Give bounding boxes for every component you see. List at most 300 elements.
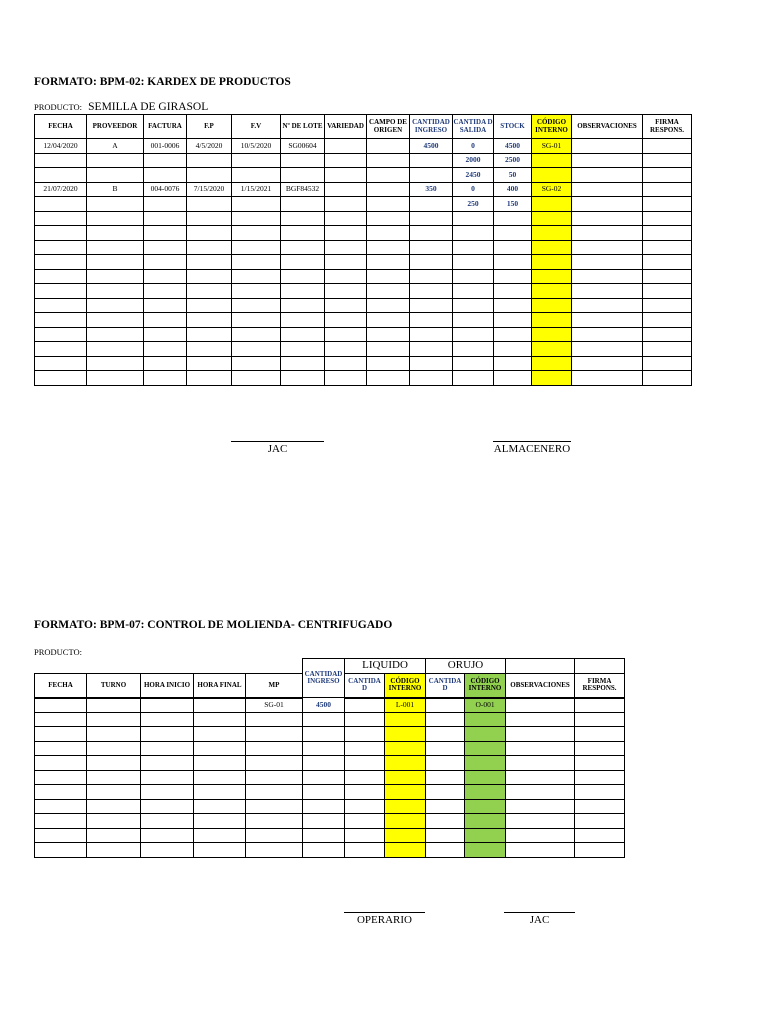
table-row bbox=[35, 284, 692, 299]
table-cell bbox=[35, 727, 87, 742]
table-cell bbox=[575, 770, 625, 785]
table-cell bbox=[232, 371, 281, 386]
table-cell bbox=[453, 342, 494, 357]
table-cell bbox=[303, 712, 345, 727]
table-cell bbox=[87, 240, 144, 255]
table-cell bbox=[232, 298, 281, 313]
table-cell bbox=[87, 356, 144, 371]
table-cell bbox=[35, 756, 87, 771]
table-cell bbox=[643, 327, 692, 342]
table-cell bbox=[325, 240, 367, 255]
table-row bbox=[35, 756, 625, 771]
table-cell bbox=[187, 284, 232, 299]
table-cell bbox=[367, 371, 410, 386]
table-cell bbox=[643, 342, 692, 357]
table-cell bbox=[87, 741, 141, 756]
header-cell: F.V bbox=[232, 115, 281, 139]
table-row bbox=[35, 698, 625, 713]
table-cell bbox=[506, 698, 575, 713]
table-cell bbox=[281, 342, 325, 357]
table-cell bbox=[35, 269, 87, 284]
table-cell bbox=[345, 698, 385, 713]
table-cell bbox=[494, 371, 532, 386]
table-cell bbox=[232, 255, 281, 270]
table-cell bbox=[465, 828, 506, 843]
table-cell bbox=[141, 712, 194, 727]
table-cell bbox=[325, 269, 367, 284]
table-cell bbox=[144, 356, 187, 371]
table-cell bbox=[367, 342, 410, 357]
table-cell bbox=[345, 756, 385, 771]
group-empty bbox=[506, 659, 575, 674]
table-cell bbox=[246, 770, 303, 785]
table-cell bbox=[532, 298, 572, 313]
molienda-table bbox=[34, 658, 625, 858]
table-row bbox=[35, 741, 625, 756]
table-cell bbox=[575, 756, 625, 771]
table-cell bbox=[426, 843, 465, 858]
table-cell bbox=[87, 153, 144, 168]
table-row bbox=[35, 139, 692, 154]
table-cell bbox=[572, 240, 643, 255]
table-cell bbox=[643, 313, 692, 328]
table-cell bbox=[367, 182, 410, 197]
table-cell bbox=[506, 843, 575, 858]
header-cell: FIRMA RESPONS. bbox=[575, 674, 625, 698]
table-row bbox=[35, 814, 625, 829]
table-cell bbox=[144, 269, 187, 284]
table-cell bbox=[246, 828, 303, 843]
kardex-table bbox=[34, 114, 692, 386]
table-cell bbox=[187, 197, 232, 212]
table-cell bbox=[532, 255, 572, 270]
table-cell: B bbox=[87, 182, 144, 197]
kardex-title: FORMATO: BPM-02: KARDEX DE PRODUCTOS bbox=[34, 76, 291, 88]
table-cell bbox=[144, 327, 187, 342]
table-cell bbox=[194, 814, 246, 829]
kardex-signature-almacenero bbox=[493, 441, 571, 455]
kardex-signature-jac bbox=[231, 441, 324, 455]
table-cell bbox=[35, 814, 87, 829]
table-cell bbox=[532, 226, 572, 241]
table-cell bbox=[367, 240, 410, 255]
table-cell bbox=[367, 298, 410, 313]
table-cell bbox=[575, 698, 625, 713]
table-cell bbox=[465, 785, 506, 800]
table-cell bbox=[367, 255, 410, 270]
table-cell bbox=[410, 327, 453, 342]
table-row bbox=[35, 371, 692, 386]
table-cell bbox=[194, 828, 246, 843]
table-cell bbox=[187, 298, 232, 313]
table-cell bbox=[532, 371, 572, 386]
table-cell bbox=[281, 371, 325, 386]
table-cell: 350 bbox=[410, 182, 453, 197]
table-cell bbox=[532, 153, 572, 168]
table-cell bbox=[187, 327, 232, 342]
table-cell bbox=[575, 712, 625, 727]
table-cell bbox=[532, 284, 572, 299]
table-cell bbox=[232, 240, 281, 255]
table-cell bbox=[187, 356, 232, 371]
table-cell bbox=[281, 284, 325, 299]
table-cell bbox=[345, 770, 385, 785]
table-cell bbox=[453, 269, 494, 284]
kardex-product-label bbox=[34, 101, 208, 113]
table-cell bbox=[194, 785, 246, 800]
table-cell bbox=[35, 255, 87, 270]
table-cell: 0 bbox=[453, 182, 494, 197]
table-row bbox=[35, 843, 625, 858]
table-cell bbox=[426, 698, 465, 713]
table-row bbox=[35, 168, 692, 183]
table-cell: 2450 bbox=[453, 168, 494, 183]
table-row bbox=[35, 327, 692, 342]
table-cell bbox=[494, 313, 532, 328]
table-cell bbox=[494, 226, 532, 241]
table-cell bbox=[494, 240, 532, 255]
table-cell bbox=[325, 211, 367, 226]
table-cell bbox=[410, 153, 453, 168]
table-cell bbox=[187, 226, 232, 241]
header-cell: MP bbox=[246, 674, 303, 698]
table-cell: 10/5/2020 bbox=[232, 139, 281, 154]
header-cell: OBSERVACIONES bbox=[506, 674, 575, 698]
header-cell: CÓDIGO INTERNO bbox=[465, 674, 506, 698]
header-cell: CANTIDAD INGRESO bbox=[410, 115, 453, 139]
table-cell bbox=[345, 799, 385, 814]
table-cell bbox=[410, 240, 453, 255]
table-cell bbox=[194, 727, 246, 742]
table-cell bbox=[87, 284, 144, 299]
table-cell bbox=[87, 168, 144, 183]
table-cell bbox=[643, 371, 692, 386]
table-cell bbox=[144, 226, 187, 241]
table-cell bbox=[643, 269, 692, 284]
table-cell: 001-0006 bbox=[144, 139, 187, 154]
table-row bbox=[35, 197, 692, 212]
table-row bbox=[35, 269, 692, 284]
header-cell: F.P bbox=[187, 115, 232, 139]
table-cell bbox=[232, 342, 281, 357]
table-cell bbox=[303, 770, 345, 785]
table-cell bbox=[494, 356, 532, 371]
table-cell bbox=[575, 741, 625, 756]
header-cell: Nº DE LOTE bbox=[281, 115, 325, 139]
table-cell bbox=[325, 356, 367, 371]
table-cell bbox=[643, 240, 692, 255]
table-cell bbox=[426, 727, 465, 742]
header-cell: VARIEDAD bbox=[325, 115, 367, 139]
table-cell bbox=[303, 785, 345, 800]
table-cell bbox=[87, 712, 141, 727]
table-cell bbox=[187, 240, 232, 255]
table-cell bbox=[232, 327, 281, 342]
signature-line bbox=[344, 912, 425, 913]
table-row bbox=[35, 298, 692, 313]
table-cell bbox=[35, 298, 87, 313]
table-cell bbox=[453, 240, 494, 255]
table-cell bbox=[144, 211, 187, 226]
table-cell bbox=[325, 226, 367, 241]
table-cell bbox=[232, 313, 281, 328]
table-cell bbox=[281, 255, 325, 270]
table-cell: 4500 bbox=[410, 139, 453, 154]
table-cell bbox=[465, 770, 506, 785]
table-cell: 004-0076 bbox=[144, 182, 187, 197]
table-cell bbox=[385, 799, 426, 814]
table-cell bbox=[572, 182, 643, 197]
signature-label: OPERARIO bbox=[356, 914, 412, 926]
table-cell bbox=[144, 313, 187, 328]
table-cell bbox=[572, 139, 643, 154]
table-cell bbox=[35, 327, 87, 342]
header-cell: FIRMA RESPONS. bbox=[643, 115, 692, 139]
table-cell bbox=[87, 197, 144, 212]
table-cell: 250 bbox=[453, 197, 494, 212]
table-cell bbox=[410, 313, 453, 328]
table-cell bbox=[506, 770, 575, 785]
group-orujo: ORUJO bbox=[426, 659, 506, 674]
table-cell bbox=[35, 342, 87, 357]
table-cell bbox=[367, 356, 410, 371]
table-cell bbox=[246, 741, 303, 756]
table-cell bbox=[194, 770, 246, 785]
table-cell bbox=[367, 211, 410, 226]
table-cell bbox=[453, 255, 494, 270]
table-cell bbox=[572, 371, 643, 386]
table-cell bbox=[35, 712, 87, 727]
table-cell bbox=[35, 240, 87, 255]
table-cell bbox=[303, 814, 345, 829]
table-cell bbox=[35, 770, 87, 785]
molienda-group-row bbox=[35, 659, 625, 674]
table-row bbox=[35, 153, 692, 168]
table-cell bbox=[35, 226, 87, 241]
table-cell bbox=[232, 284, 281, 299]
table-cell bbox=[426, 828, 465, 843]
table-cell bbox=[87, 727, 141, 742]
table-cell bbox=[385, 828, 426, 843]
table-cell bbox=[345, 843, 385, 858]
table-cell bbox=[410, 226, 453, 241]
signature-line bbox=[493, 441, 571, 442]
table-cell bbox=[453, 211, 494, 226]
table-cell: 50 bbox=[494, 168, 532, 183]
header-cell: PROVEEDOR bbox=[87, 115, 144, 139]
table-cell bbox=[87, 226, 144, 241]
table-cell bbox=[87, 371, 144, 386]
table-cell bbox=[325, 153, 367, 168]
kardex-header-row bbox=[35, 115, 692, 139]
table-cell bbox=[453, 313, 494, 328]
table-cell bbox=[232, 269, 281, 284]
table-cell bbox=[87, 342, 144, 357]
table-cell bbox=[303, 756, 345, 771]
table-cell bbox=[35, 785, 87, 800]
table-cell bbox=[232, 211, 281, 226]
table-cell bbox=[532, 327, 572, 342]
table-cell: 4500 bbox=[494, 139, 532, 154]
table-cell bbox=[367, 284, 410, 299]
table-cell bbox=[643, 211, 692, 226]
table-cell bbox=[494, 255, 532, 270]
table-cell bbox=[532, 342, 572, 357]
table-cell: 4500 bbox=[303, 698, 345, 713]
table-cell bbox=[367, 153, 410, 168]
table-cell bbox=[246, 814, 303, 829]
table-cell bbox=[232, 197, 281, 212]
header-cell: CÓDIGO INTERNO bbox=[532, 115, 572, 139]
header-cell: CÓDIGO INTERNO bbox=[385, 674, 426, 698]
table-cell bbox=[410, 298, 453, 313]
table-cell bbox=[572, 197, 643, 212]
table-cell bbox=[281, 240, 325, 255]
table-cell bbox=[281, 226, 325, 241]
table-cell bbox=[281, 327, 325, 342]
table-cell bbox=[367, 197, 410, 212]
table-row bbox=[35, 799, 625, 814]
header-cell: STOCK bbox=[494, 115, 532, 139]
header-cell: HORA INICIO bbox=[141, 674, 194, 698]
table-cell: SG-01 bbox=[246, 698, 303, 713]
table-cell bbox=[575, 828, 625, 843]
table-cell bbox=[187, 269, 232, 284]
table-cell bbox=[303, 741, 345, 756]
table-cell bbox=[506, 741, 575, 756]
table-cell bbox=[87, 770, 141, 785]
table-cell bbox=[325, 284, 367, 299]
table-cell bbox=[494, 342, 532, 357]
table-cell bbox=[453, 226, 494, 241]
table-cell bbox=[303, 799, 345, 814]
table-cell bbox=[426, 770, 465, 785]
table-cell bbox=[385, 785, 426, 800]
table-cell bbox=[643, 298, 692, 313]
table-cell bbox=[87, 298, 144, 313]
table-cell bbox=[572, 356, 643, 371]
signature-label: ALMACENERO bbox=[493, 443, 571, 455]
group-liquido: LIQUIDO bbox=[345, 659, 426, 674]
table-cell bbox=[532, 197, 572, 212]
table-row bbox=[35, 240, 692, 255]
table-cell bbox=[141, 741, 194, 756]
table-cell: 2000 bbox=[453, 153, 494, 168]
table-cell bbox=[385, 770, 426, 785]
table-cell bbox=[345, 727, 385, 742]
table-cell bbox=[87, 255, 144, 270]
header-cell: FECHA bbox=[35, 674, 87, 698]
table-cell bbox=[426, 799, 465, 814]
table-cell bbox=[281, 153, 325, 168]
table-cell: 12/04/2020 bbox=[35, 139, 87, 154]
table-cell bbox=[575, 843, 625, 858]
table-cell bbox=[367, 313, 410, 328]
table-cell bbox=[281, 298, 325, 313]
kardex-product-label-text: PRODUCTO: bbox=[34, 102, 83, 112]
header-cell: CANTIDA D bbox=[426, 674, 465, 698]
table-cell bbox=[35, 698, 87, 713]
table-cell bbox=[187, 168, 232, 183]
table-cell bbox=[453, 327, 494, 342]
table-cell bbox=[494, 284, 532, 299]
table-cell bbox=[575, 799, 625, 814]
table-cell bbox=[643, 168, 692, 183]
table-cell bbox=[325, 327, 367, 342]
table-cell bbox=[281, 356, 325, 371]
header-cell: CANTIDAD INGRESO bbox=[303, 659, 345, 698]
table-cell: 7/15/2020 bbox=[187, 182, 232, 197]
table-cell bbox=[506, 756, 575, 771]
table-cell bbox=[325, 342, 367, 357]
table-cell bbox=[572, 168, 643, 183]
table-cell bbox=[281, 313, 325, 328]
table-cell bbox=[141, 785, 194, 800]
table-cell bbox=[506, 712, 575, 727]
table-cell: 400 bbox=[494, 182, 532, 197]
table-cell: 4/5/2020 bbox=[187, 139, 232, 154]
table-cell bbox=[281, 168, 325, 183]
table-cell: SG00604 bbox=[281, 139, 325, 154]
table-cell bbox=[187, 342, 232, 357]
table-cell bbox=[410, 255, 453, 270]
table-cell bbox=[232, 153, 281, 168]
table-cell bbox=[643, 356, 692, 371]
table-cell bbox=[506, 799, 575, 814]
table-cell bbox=[465, 843, 506, 858]
table-cell bbox=[87, 756, 141, 771]
table-cell bbox=[410, 197, 453, 212]
table-row bbox=[35, 226, 692, 241]
table-cell bbox=[194, 799, 246, 814]
table-cell bbox=[35, 153, 87, 168]
table-cell bbox=[194, 741, 246, 756]
table-cell bbox=[144, 255, 187, 270]
table-cell bbox=[643, 182, 692, 197]
signature-line bbox=[231, 441, 324, 442]
table-cell bbox=[194, 698, 246, 713]
table-cell bbox=[532, 313, 572, 328]
header-cell: CAMPO DE ORIGEN bbox=[367, 115, 410, 139]
table-cell bbox=[410, 269, 453, 284]
table-cell bbox=[575, 814, 625, 829]
table-cell bbox=[194, 756, 246, 771]
table-cell bbox=[385, 843, 426, 858]
table-cell bbox=[35, 741, 87, 756]
table-cell bbox=[144, 197, 187, 212]
group-spacer bbox=[246, 659, 303, 674]
table-cell bbox=[572, 313, 643, 328]
table-cell: O-001 bbox=[465, 698, 506, 713]
header-cell: TURNO bbox=[87, 674, 141, 698]
table-row bbox=[35, 712, 625, 727]
table-cell bbox=[303, 843, 345, 858]
table-cell bbox=[345, 712, 385, 727]
table-cell bbox=[506, 828, 575, 843]
table-row bbox=[35, 342, 692, 357]
table-cell: 1/15/2021 bbox=[232, 182, 281, 197]
table-row bbox=[35, 182, 692, 197]
group-spacer bbox=[87, 659, 141, 674]
table-cell bbox=[232, 226, 281, 241]
table-cell bbox=[453, 298, 494, 313]
table-cell bbox=[532, 168, 572, 183]
table-cell bbox=[141, 799, 194, 814]
table-cell bbox=[144, 153, 187, 168]
table-cell bbox=[303, 727, 345, 742]
table-cell bbox=[141, 770, 194, 785]
table-cell bbox=[453, 356, 494, 371]
